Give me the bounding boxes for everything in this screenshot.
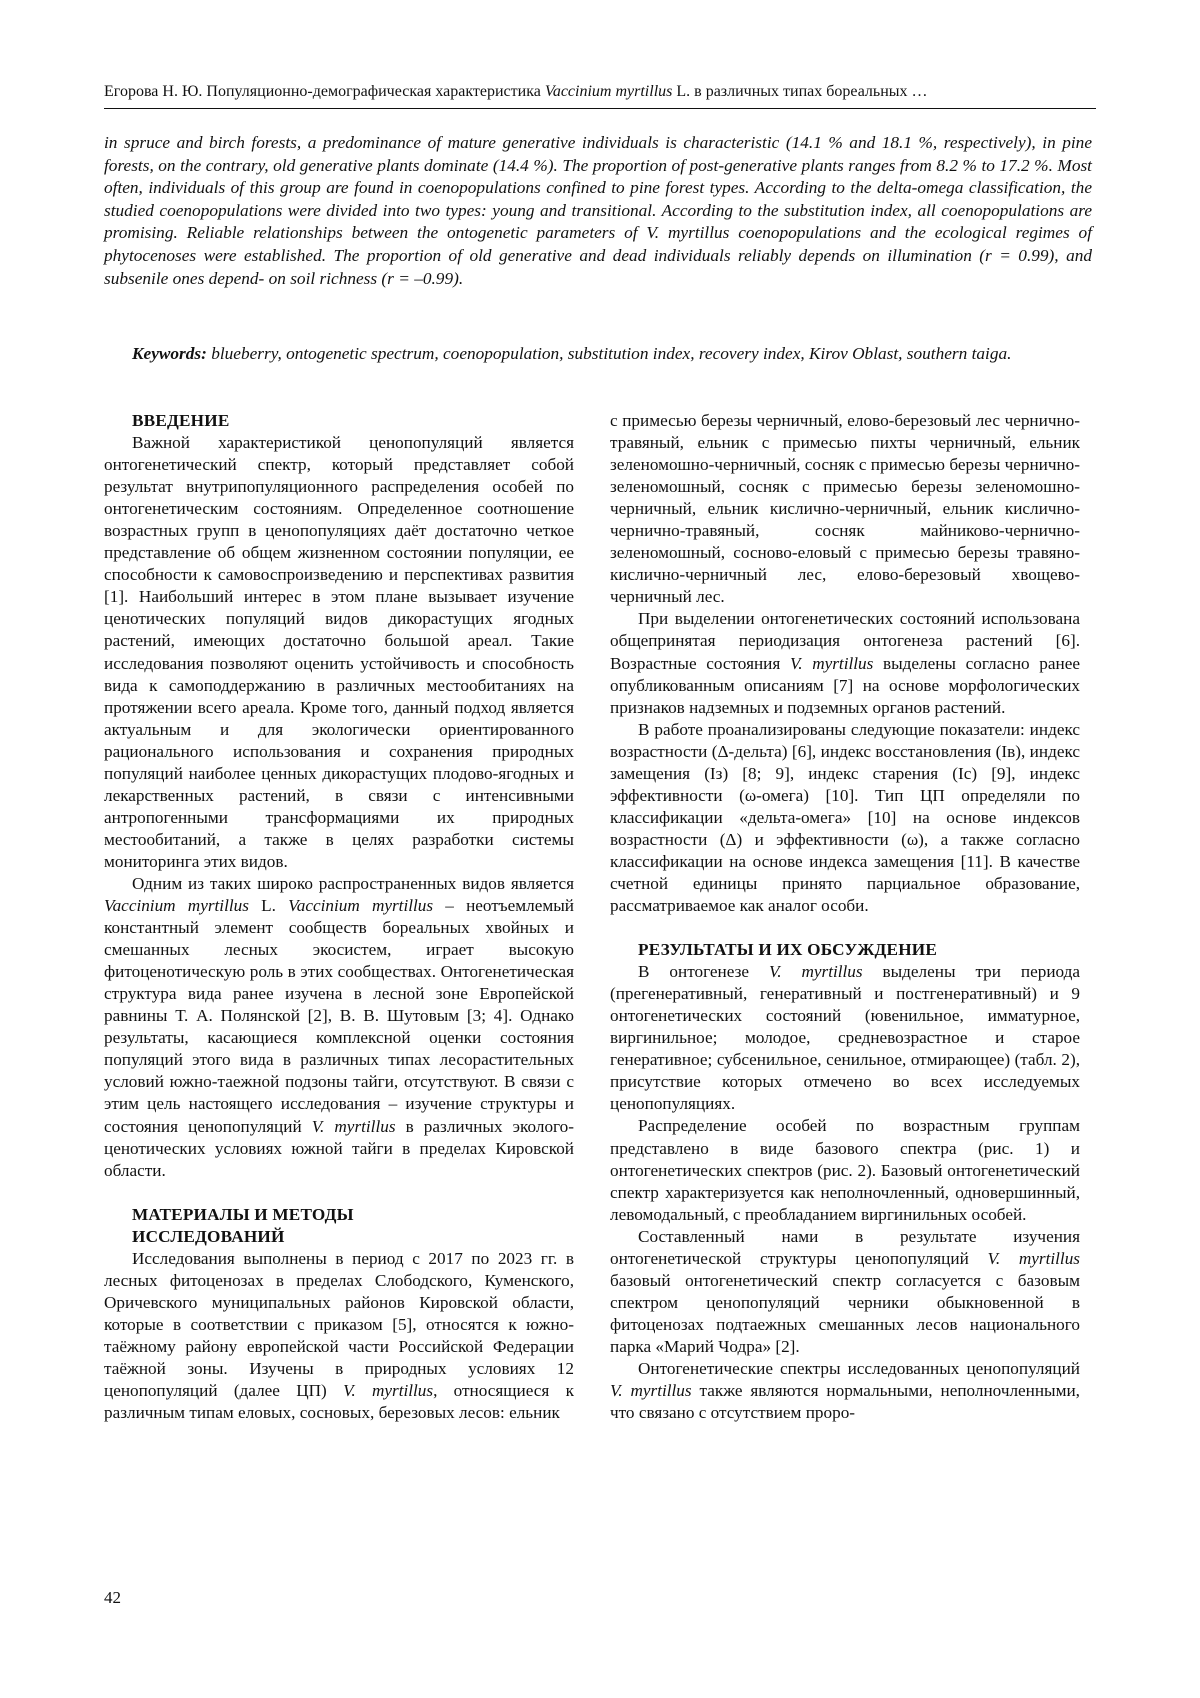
running-title-species: Vaccinium myrtillus bbox=[544, 83, 673, 100]
running-title-part2: L. в различных типах бореальных … bbox=[672, 83, 928, 100]
text-run: в различных эколого-ценотических условиях южной тайги в пределах Кировской области. bbox=[104, 1116, 574, 1180]
text-run: выделены три периода (прегенеративный, генеративный и постгенеративный) и 9 онтогенетических состояний (ювенильное, имматурное, виргинильное; молодое, средневозрастное и старое генеративное; субсенильное, сенильное, отмирающее) (табл. 2), присутствие которых отмечено во всех исследуемых ценопопуляциях. bbox=[610, 962, 1080, 1114]
right-column bbox=[610, 410, 1080, 1424]
species-name: V. myrtillus bbox=[789, 653, 874, 673]
results-paragraph-1 bbox=[610, 961, 1080, 1115]
intro-paragraph-2 bbox=[104, 873, 574, 1182]
text-run: L. bbox=[248, 896, 289, 916]
running-header bbox=[104, 82, 1096, 102]
species-name: Vaccinium myrtillus bbox=[104, 896, 249, 916]
text-run: также являются нормальными, неполночленными, что связано с отсутствием проро- bbox=[610, 1381, 1080, 1423]
species-name: V. myrtillus bbox=[311, 1116, 396, 1136]
text-run: Онтогенетические спектры исследованных ценопопуляций bbox=[638, 1358, 1080, 1378]
abstract-text: in spruce and birch forests, a predominance of mature generative individuals is characteristic (14.1 % and 18.1 %, respectively), in pine forests, on the contrary, old generative plants dominate (14.4 %). The proportion of post-generative plants ranges from 8.2 % to 17.2 %. Most often, individuals of this group are found in coenopopulations confined to pine forest types. According to the delta-omega classification, the studied coenopopulations were divided into two types: young and transitional. According to the substitution index, all coenopopulations are promising. Reliable relationships between the ontogenetic parameters of V. myrtillus coenopopulations and the ecological regimes of phytocenoses were established. The proportion of old generative and dead individuals reliably depends on illumination (r = 0.99), and subsenile ones depend- on soil richness (r = –0.99). bbox=[104, 133, 1092, 288]
text-run: Одним из таких широко распространенных видов является bbox=[132, 873, 574, 893]
text-run: базовый онтогенетический спектр согласуется с базовым спектром ценопопуляций черники обыкновенной в фитоценозах подтаежных смешанных лесов национального парка «Марий Чодра» [2]. bbox=[610, 1270, 1080, 1356]
species-name: V. myrtillus bbox=[610, 1381, 692, 1401]
keywords-label: Keywords: bbox=[132, 344, 207, 363]
header-rule bbox=[104, 108, 1096, 109]
text-run: выделены согласно ранее опубликованным описаниям [7] на основе морфологических признаков надземных и подземных органов растений. bbox=[610, 653, 1080, 717]
section-heading-methods-line2: ИССЛЕДОВАНИЙ bbox=[132, 1226, 285, 1246]
ontostate-paragraph bbox=[610, 608, 1080, 718]
keywords-text: blueberry, ontogenetic spectrum, coenopopulation, substitution index, recovery index, Kirov Oblast, southern taiga. bbox=[206, 344, 1012, 363]
text-run: В онтогенезе bbox=[638, 962, 769, 982]
indices-paragraph: В работе проанализированы следующие показатели: индекс возрастности (Δ-дельта) [6], индекс восстановления (Iв), индекс замещения (Iз) [8; 9], индекс старения (Iс) [9], индекс эффективности (ω-омега) [10]. Тип ЦП определяли по классификации «дельта-омега» [10] на основе индексов возрастности (Δ) и эффективности (ω), а также согласно классификации на основе индекса замещения [11]. В качестве счетной единицы принято парциальное образование, рассматриваемое как аналог особи. bbox=[610, 719, 1080, 916]
section-heading-introduction: ВВЕДЕНИЕ bbox=[132, 411, 230, 430]
section-heading-methods-line1: МАТЕРИАЛЫ И МЕТОДЫ bbox=[132, 1204, 354, 1224]
results-paragraph-3 bbox=[610, 1226, 1080, 1358]
results-paragraph-4 bbox=[610, 1358, 1080, 1424]
left-column bbox=[104, 410, 574, 1424]
text-run: Составленный нами в результате изучения онтогенетической структуры ценопопуляций bbox=[610, 1226, 1080, 1268]
running-title-part1: Егорова Н. Ю. Популяционно-демографическая характеристика bbox=[104, 83, 545, 100]
species-name: Vaccinium myrtillus bbox=[288, 896, 434, 916]
keywords bbox=[104, 343, 1092, 366]
section-heading-results: РЕЗУЛЬТАТЫ И ИХ ОБСУЖДЕНИЕ bbox=[638, 940, 938, 960]
results-paragraph-2: Распределение особей по возрастным группам представлено в виде базового спектра (рис. 1) и онтогенетических спектров (рис. 2). Базовый онтогенетический спектр характеризуется как неполночленный, одновершинный, левомодальный, с преобладанием виргинильных особей. bbox=[610, 1116, 1080, 1224]
species-name: V. myrtillus bbox=[343, 1381, 434, 1401]
text-run: При выделении онтогенетических состояний использована общепринятая периодизация онтогенеза растений [6]. Возрастные состояния bbox=[610, 609, 1080, 673]
forest-types-paragraph: с примесью березы черничный, елово-березовый лес чернично-травяный, ельник с примесью пихты черничный, ельник зеленомошно-черничный, сосняк с примесью березы чернично-зеленомошный, сосняк с примесью березы зеленомошно-черничный, ельник кислично-черничный, ельник кислично-чернично-травяный, сосняк майниково-чернично-зеленомошный, сосново-еловый с примесью березы травяно-кислично-черничный лес, елово-березовый хвощево-черничный лес. bbox=[610, 411, 1080, 607]
species-name: V. myrtillus bbox=[987, 1248, 1080, 1268]
text-run: – неотъемлемый константный элемент сообществ бореальных хвойных и смешанных лесных экосистем, играет высокую фитоценотическую роль в этих сообществах. Онтогенетическая структура вида ранее изучена в лесной зоне Европейской равнины Т. А. Полянской [2], В. В. Шутовым [3; 4]. Однако результаты, касающиеся комплексной оценки состояния популяций этого вида в различных типах лесорастительных условий южно-таежной подзоны тайги, отсутствуют. В связи с этим цель настоящего исследования – изучение структуры и состояния ценопопуляций bbox=[104, 896, 574, 1136]
text-run: Исследования выполнены в период с 2017 по 2023 гг. в лесных фитоценозах в пределах Слободского, Куменского, Оричевского муниципальных районов Кировской области, которые в соответствии с приказом [5], относятся к южно-таёжному району европейской части Российской Федерации таёжной зоны. Изучены в природных условиях 12 ценопопуляций (далее ЦП) bbox=[104, 1248, 574, 1401]
section-gap bbox=[104, 1182, 574, 1204]
text-run: , относящиеся к различным типам еловых, сосновых, березовых лесов: ельник bbox=[104, 1381, 574, 1423]
page-number: 42 bbox=[104, 1588, 121, 1607]
section-gap bbox=[610, 917, 1080, 939]
intro-paragraph-1: Важной характеристикой ценопопуляций является онтогенетический спектр, который представляет собой результат внутрипопуляционного распределения особей по онтогенетическим состояниям. Определенное соотношение возрастных групп в ценопопуляциях даёт достаточно четкое представление об общем жизненном состоянии популяции, ее способности к самовоспроизведению и перспективах развития [1]. Наибольший интерес в этом плане вызывает изучение ценотических популяций видов дикорастущих ягодных растений, имеющих достаточно большой ареал. Такие исследования позволяют оценить устойчивость и способность вида к самоподдержанию в различных местообитаниях на протяжении всего ареала. Кроме того, данный подход является актуальным и для экологически ориентированного рационального использования и сохранения природных популяций наиболее ценных дикорастущих плодово-ягодных и лекарственных растений, в связи с интенсивными антропогенными трансформациями их природных местообитаний, а также в целях разработки системы мониторинга этих видов. bbox=[104, 433, 574, 871]
methods-paragraph-1 bbox=[104, 1248, 574, 1424]
species-name: V. myrtillus bbox=[768, 962, 863, 982]
